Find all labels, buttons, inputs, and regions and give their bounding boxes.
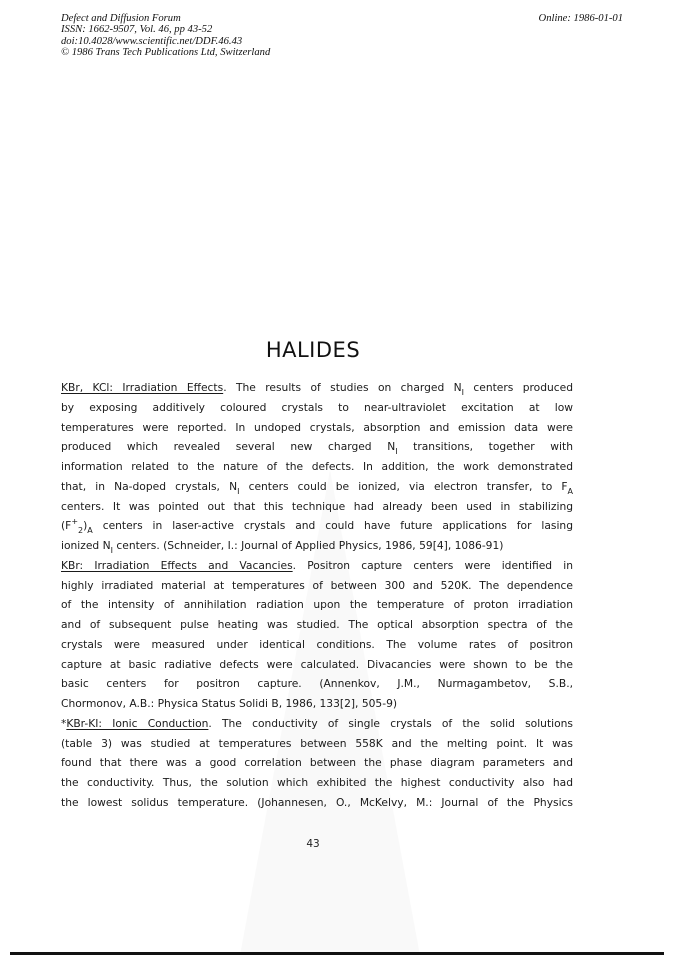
- entry-2-line-2: highly irradiated material at temperatures of between 300 and 520K. The dependence: [61, 578, 573, 592]
- page-number: 43: [306, 838, 320, 850]
- entry-3-line-2: (table 3) was studied at temperatures between 558K and the melting point. It was: [61, 736, 573, 750]
- entry-1-line-4: produced which revealed several new charged $N_I$ transitions, together with: [61, 440, 573, 457]
- entry-3-line-3: found that there was a good correlation between the phase diagram parameters and: [61, 756, 573, 770]
- journal-header: [61, 13, 270, 59]
- copyright-notice: © 1986 Trans Tech Publications Ltd, Switzerland: [61, 47, 271, 59]
- entry-2-line-4: and of subsequent pulse heating was studied. The optical absorption spectra of the: [61, 618, 573, 631]
- entry-1-line-8: $(F^+_2)_A$ centers in laser-active crystals and could have future applications for lasing: [61, 517, 573, 536]
- entry-2-line-8: Chormonov, A.B.: Physica Status Solidi B, 1986, 133[2], 505-9): [61, 697, 398, 710]
- entry-1-line-1: KBr, KCl: Irradiation Effects. The results of studies on charged $N_I$ centers produced: [61, 381, 573, 397]
- issn-volume-pages: ISSN: 1662-9507, Vol. 46, pp 43-52: [61, 24, 213, 36]
- article-body: [61, 378, 573, 813]
- bottom-rule-divider: [10, 952, 664, 955]
- entry-1-line-5: information related to the nature of the defects. In addition, the work demonstrated: [61, 460, 573, 473]
- entry-2-line-3: of the intensity of annihilation radiation upon the temperature of proton irradiation: [61, 598, 573, 612]
- section-title: HALIDES: [265, 338, 361, 362]
- entry-2-line-1: KBr: Irradiation Effects and Vacancies. Positron capture centers were identified in: [61, 558, 573, 572]
- entry-heading: KBr, KCl: Irradiation Effects: [61, 381, 224, 394]
- entry-3-line-5: the lowest solidus temperature. (Johannesen, O., McKelvy, M.: Journal of the Physics: [61, 795, 573, 809]
- entry-3-line-4: the conductivity. Thus, the solution which exhibited the highest conductivity also had: [61, 776, 573, 789]
- entry-2-line-6: capture at basic radiative defects were calculated. Divacancies were shown to be the: [61, 657, 573, 671]
- entry-2-line-7: basic centers for positron capture. (Annenkov, J.M., Nurmagambetov, S.B.,: [61, 677, 573, 691]
- journal-name: Defect and Diffusion Forum: [61, 13, 181, 24]
- online-date: Online: 1986-01-01: [538, 13, 623, 24]
- entry-1-line-6: that, in Na-doped crystals, $N_I$ centers could be ionized, via electron transfer, to $F_A$: [61, 479, 573, 496]
- entry-3-line-1: *KBr-KI: Ionic Conduction. The conductivity of single crystals of the solid solutions: [61, 716, 573, 730]
- entry-1-line-7: centers. It was pointed out that this technique had already been used in stabilizing: [61, 499, 573, 513]
- entry-heading: KBr-KI: Ionic Conduction: [66, 716, 209, 730]
- entry-1-line-3: temperatures were reported. In undoped crystals, absorption and emission data were: [61, 420, 573, 434]
- entry-1-line-9: ionized $N_I$ centers. (Schneider, I.: Journal of Applied Physics, 1986, 59[4], 1086-91): [61, 539, 504, 555]
- doi-link[interactable]: doi:10.4028/www.scientific.net/DDF.46.43: [61, 35, 243, 47]
- entry-heading: KBr: Irradiation Effects and Vacancies: [61, 558, 293, 572]
- entry-1-line-2: by exposing additively coloured crystals to near-ultraviolet excitation at low: [61, 400, 573, 414]
- entry-2-line-5: crystals were measured under identical conditions. The volume rates of positron: [61, 637, 573, 651]
